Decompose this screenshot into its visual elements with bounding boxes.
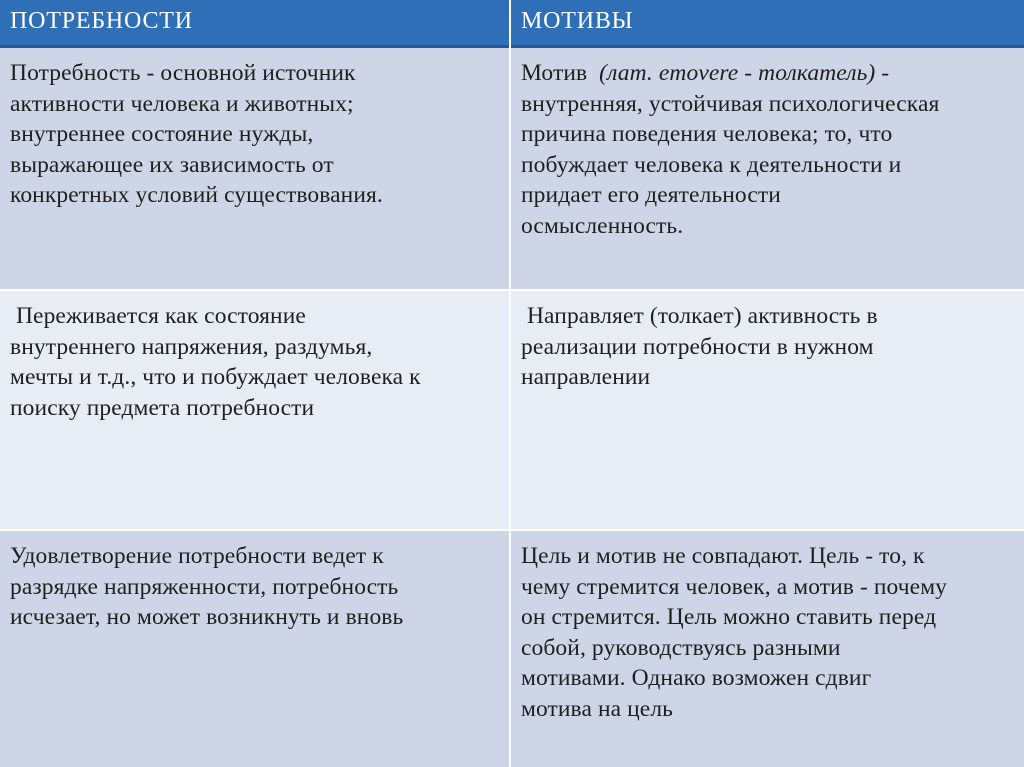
cell-text-line: Цель и мотив не совпадают. Цель - то, к [521,543,925,569]
cell-text-line: придает его деятельности [521,182,781,208]
cell-text-line: Удовлетворение потребности ведет к [10,543,384,569]
cell-text-line: выражающее их зависимость от [10,151,334,178]
cell-text-line: поиску предмета потребности [10,394,315,421]
table-header-motives [511,0,1024,48]
cell-text-line: разрядке напряженности, потребность [10,573,399,600]
cell-text-line: внутренняя, устойчивая психологическая [521,90,940,117]
header-label-needs: ПОТРЕБНОСТИ [10,8,193,34]
cell-text-line: осмысленность. [521,212,684,239]
table-cell-row2-motives [511,289,1024,529]
table-header-needs [0,0,511,48]
cell-text-line: собой, руководствуясь разными [521,634,841,661]
cell-text-line: он стремится. Цель можно ставить перед [521,604,937,630]
cell-text-line: Направляет (толкает) активность в [521,303,878,329]
cell-text-line: причина поведения человека; то, что [521,121,893,147]
table-cell-row1-needs [0,48,511,289]
cell-text-line: чему стремится человек, а мотив - почему [521,573,948,600]
cell-text-line: внутреннее состояние нужды, [10,121,314,147]
table-cell-row3-needs [0,529,511,767]
cell-text-line [521,58,1014,89]
cell-text-line: реализации потребности в нужном [521,333,874,360]
cell-text-line: конкретных условий существования. [10,182,383,208]
header-label-motives: МОТИВЫ [521,8,634,34]
cell-text-line: мотивами. Однако возможен сдвиг [521,665,872,691]
cell-text-line: исчезает, но может возникнуть и вновь [10,604,404,630]
cell-text-line: мечты и т.д., что и побуждает человека к [10,364,421,390]
table-cell-row3-motives [511,529,1024,767]
cell-text-line: направлении [521,364,651,390]
cell-text-line: мотива на цель [521,695,673,722]
cell-text-line: Переживается как состояние [10,303,306,329]
motive-dash: - [875,60,890,86]
cell-text-line: активности человека и животных; [10,90,354,117]
latin-etymology: (лат. emovere - толкатель) [599,60,876,86]
cell-text-line: побуждает человека к деятельности и [521,151,902,178]
table-cell-row1-motives [511,48,1024,289]
table-cell-row2-needs [0,289,511,529]
cell-text-line: Потребность - основной источник [10,60,356,86]
motive-term: Мотив [521,60,600,86]
cell-text-line: внутреннего напряжения, раздумья, [10,333,373,360]
